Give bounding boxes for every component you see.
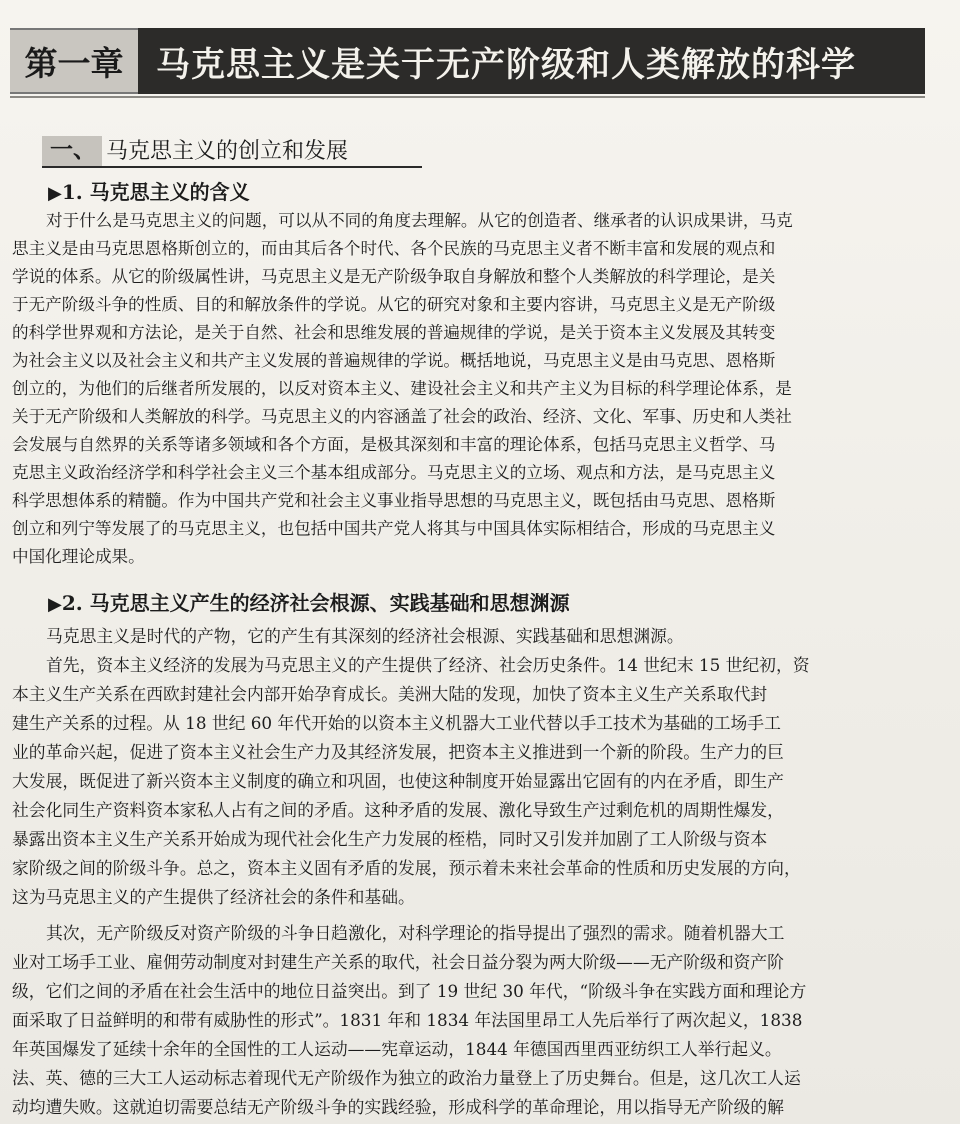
chapter-title: 马克思主义是关于无产阶级和人类解放的科学: [138, 28, 925, 94]
paragraph-line: 暴露出资本主义生产关系开始成为现代社会化生产力发展的桎梏，同时又引发并加剧了工人阶级与资本: [12, 829, 768, 849]
paragraph-line: 克思主义政治经济学和科学社会主义三个基本组成部分。马克思主义的立场、观点和方法，是马克思主义: [12, 463, 776, 482]
paragraph-line: 业对工场手工业、雇佣劳动制度对封建生产关系的取代，社会日益分裂为两大阶级——无产阶级和资产阶: [12, 952, 784, 972]
paragraph-line: 家阶级之间的阶级斗争。总之，资本主义固有矛盾的发展，预示着未来社会革命的性质和历史发展的方向，: [12, 858, 801, 878]
paragraph-line: 思主义是由马克思恩格斯创立的，而由其后各个时代、各个民族的马克思主义者不断丰富和发展的观点和: [12, 239, 776, 258]
play-arrow-icon: ▶: [48, 183, 62, 204]
paragraph-line: 的科学世界观和方法论，是关于自然、社会和思维发展的普遍规律的学说，是关于资本主义发展及其转变: [12, 323, 776, 342]
paragraph-line: 面采取了日益鲜明的和带有威胁性的形式”。1831 年和 1834 年法国里昂工人先后举行了两次起义，1838: [12, 1010, 803, 1030]
paragraph-line: 社会化同生产资料资本家私人占有之间的矛盾。这种矛盾的发展、激化导致生产过剩危机的周期性爆发，: [12, 800, 784, 820]
subheading-1-title: 1. 马克思主义的含义: [61, 180, 250, 204]
section-title: 马克思主义的创立和发展: [106, 139, 349, 164]
section-heading: [42, 136, 422, 168]
paragraph-line: 学说的体系。从它的阶级属性讲，马克思主义是无产阶级争取自身解放和整个人类解放的科学理论，是关: [12, 267, 776, 286]
paragraph-line: 级，它们之间的矛盾在社会生活中的地位日益突出。到了 19 世纪 30 年代，“阶级斗争在实践方面和理论方: [12, 981, 807, 1001]
paragraph-line: 创立的，为他们的后继者所发展的，以反对资本主义、建设社会主义和共产主义为目标的科学理论体系，是: [12, 379, 792, 398]
paragraph-line: 马克思主义是时代的产物，它的产生有其深刻的经济社会根源、实践基础和思想渊源。: [46, 626, 684, 646]
header-rule: [10, 96, 925, 98]
paragraph-line: 本主义生产关系在西欧封建社会内部开始孕育成长。美洲大陆的发现，加快了资本主义生产关系取代封: [12, 684, 768, 704]
paragraph-line: 动均遭失败。这就迫切需要总结无产阶级斗争的实践经验，形成科学的革命理论，用以指导无产阶级的解: [12, 1097, 784, 1117]
paragraph-line: 年英国爆发了延续十余年的全国性的工人运动——宪章运动，1844 年德国西里西亚纺织工人举行起义。: [12, 1039, 782, 1059]
paragraph-line: 为社会主义以及社会主义和共产主义发展的普遍规律的学说。概括地说，马克思主义是由马克思、恩格斯: [12, 351, 776, 370]
paragraph-line: 科学思想体系的精髓。作为中国共产党和社会主义事业指导思想的马克思主义，既包括由马克思、恩格斯: [12, 491, 776, 510]
paragraph-line: 于无产阶级斗争的性质、目的和解放条件的学说。从它的研究对象和主要内容讲，马克思主义是无产阶级: [12, 295, 776, 314]
paragraph-line: 关于无产阶级和人类解放的科学。马克思主义的内容涵盖了社会的政治、经济、文化、军事、历史和人类社: [12, 407, 792, 426]
paragraph-line: 这为马克思主义的产生提供了经济社会的条件和基础。: [12, 887, 415, 907]
chapter-label: 第一章: [10, 28, 138, 94]
section-number: 一、: [42, 136, 102, 166]
play-arrow-icon: ▶: [48, 594, 62, 615]
subheading-1: [48, 179, 250, 207]
paragraph-line: 创立和列宁等发展了的马克思主义，也包括中国共产党人将其与中国具体实际相结合，形成的马克思主义: [12, 519, 776, 538]
subheading-2-title: 2. 马克思主义产生的经济社会根源、实践基础和思想渊源: [61, 591, 570, 615]
chapter-header: [10, 28, 925, 94]
paragraph-line: 首先，资本主义经济的发展为马克思主义的产生提供了经济、社会历史条件。14 世纪末 15 世纪初，资: [46, 655, 810, 675]
paragraph-line: 建生产关系的过程。从 18 世纪 60 年代开始的以资本主义机器大工业代替以手工技术为基础的工场手工: [12, 713, 781, 733]
paragraph-line: 法、英、德的三大工人运动标志着现代无产阶级作为独立的政治力量登上了历史舞台。但是，这几次工人运: [12, 1068, 801, 1088]
paragraph-line: 大发展，既促进了新兴资本主义制度的确立和巩固，也使这种制度开始显露出它固有的内在矛盾，即生产: [12, 771, 784, 791]
paragraph-line: 会发展与自然界的关系等诸多领域和各个方面，是极其深刻和丰富的理论体系，包括马克思主义哲学、马: [12, 435, 776, 454]
paragraph-line: 中国化理论成果。: [12, 547, 145, 566]
subheading-2: [48, 590, 570, 618]
paragraph-line: 对于什么是马克思主义的问题，可以从不同的角度去理解。从它的创造者、继承者的认识成果讲，马克: [46, 211, 793, 230]
paragraph-line: 其次，无产阶级反对资产阶级的斗争日趋激化，对科学理论的指导提出了强烈的需求。随着机器大工: [46, 923, 785, 943]
paragraph-line: 业的革命兴起，促进了资本主义社会生产力及其经济发展，把资本主义推进到一个新的阶段。生产力的巨: [12, 742, 784, 762]
